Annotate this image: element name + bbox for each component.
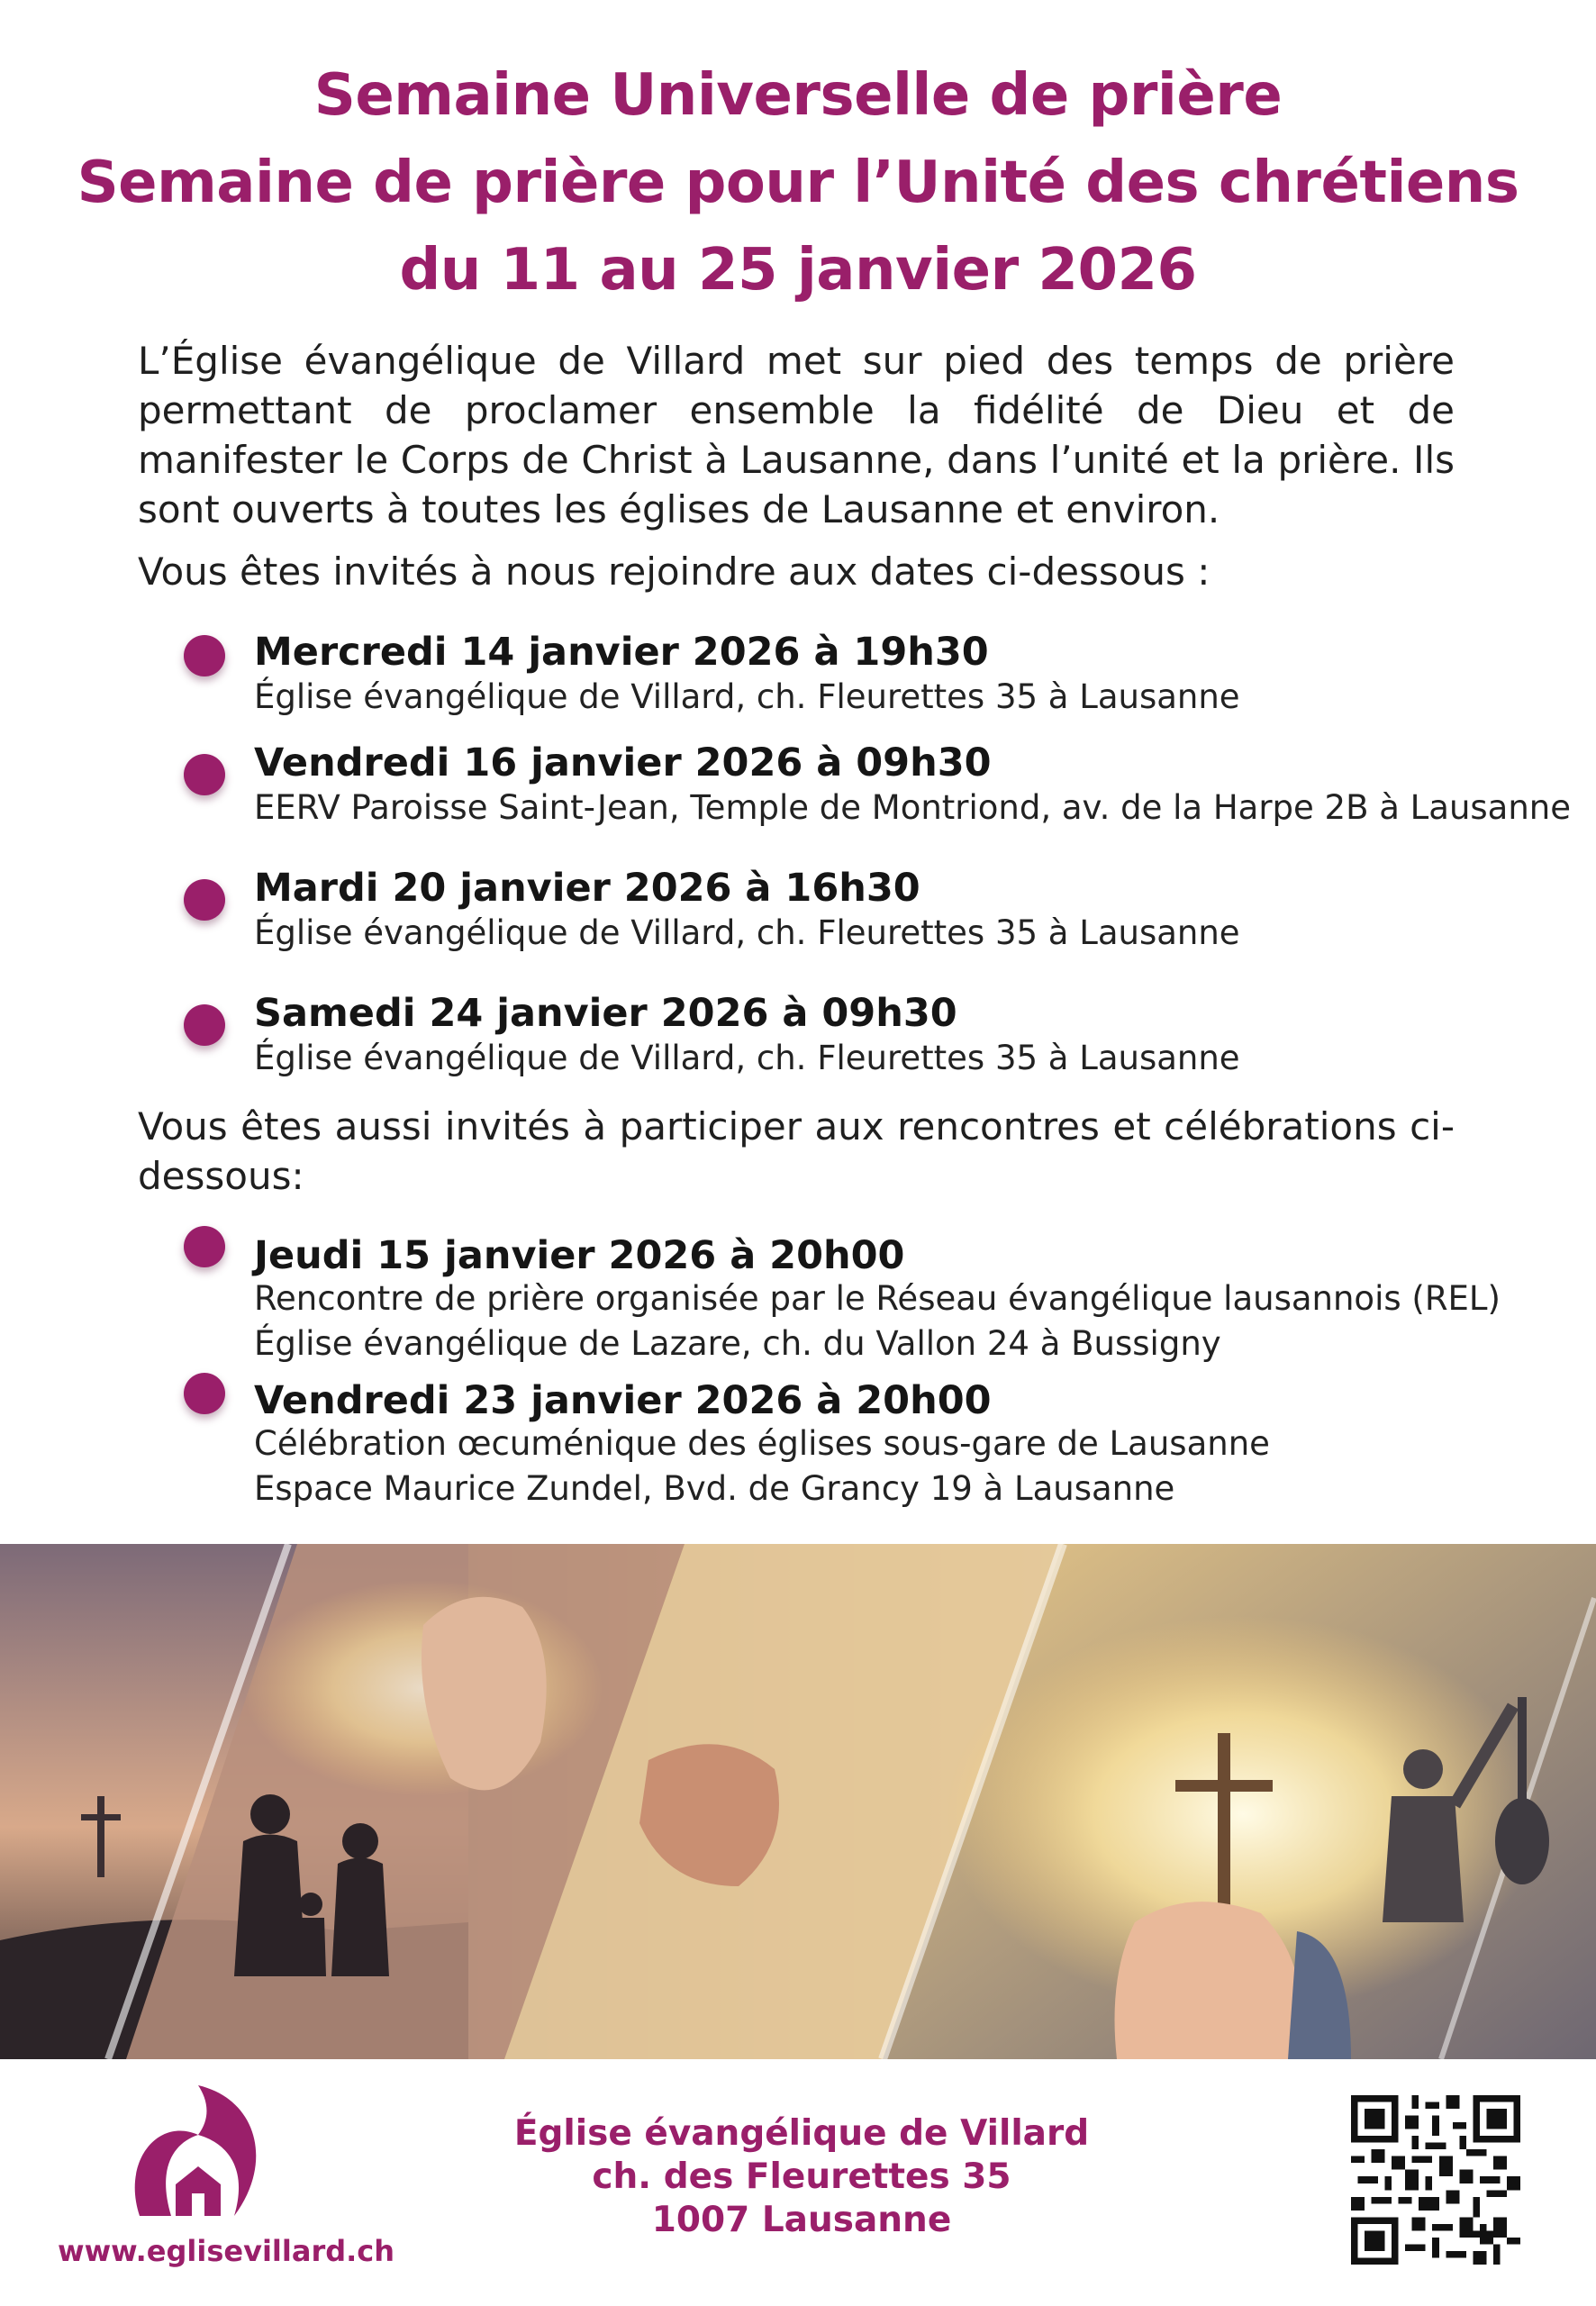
bullet-dot-icon [184,635,225,676]
event-location: Église évangélique de Villard, ch. Fleurettes 35 à Lausanne [254,1039,1240,1077]
event-location: Église évangélique de Lazare, ch. du Vallon 24 à Bussigny [254,1324,1221,1363]
bullet-dot-icon [184,1373,225,1414]
event-description: Célébration œcuménique des églises sous-gare de Lausanne [254,1424,1270,1463]
event-title: Mercredi 14 janvier 2026 à 19h30 [254,630,989,675]
event-location: EERV Paroisse Saint-Jean, Temple de Montriond, av. de la Harpe 2B à Lausanne [254,788,1572,827]
qr-code-icon[interactable] [1351,2095,1520,2265]
event-location: Espace Maurice Zundel, Bvd. de Grancy 19 à Lausanne [254,1469,1175,1508]
bullet-dot-icon [184,1226,225,1267]
event-title: Mardi 20 janvier 2026 à 16h30 [254,866,920,911]
title-line-1: Semaine Universelle de prière [313,62,1283,129]
event-title: Vendredi 23 janvier 2026 à 20h00 [254,1378,992,1423]
prayer-photo-banner [0,1544,1596,2059]
event-title: Vendredi 16 janvier 2026 à 09h30 [254,740,992,785]
page-title [0,52,1596,314]
website-link[interactable]: www.eglisevillard.ch [58,2234,395,2268]
bullet-dot-icon [184,1004,225,1046]
bullet-dot-icon [184,879,225,921]
event-location: Église évangélique de Villard, ch. Fleurettes 35 à Lausanne [254,913,1240,952]
event-location: Église évangélique de Villard, ch. Fleurettes 35 à Lausanne [254,677,1240,716]
prayer-collage-illustration [0,1544,1596,2059]
event-description: Rencontre de prière organisée par le Réseau évangélique lausannois (REL) [254,1279,1501,1318]
footer-city: 1007 Lausanne [651,2200,952,2240]
event-title: Samedi 24 janvier 2026 à 09h30 [254,991,957,1036]
title-line-3: du 11 au 25 janvier 2026 [399,237,1197,304]
church-flame-logo-icon [122,2081,275,2225]
event-title: Jeudi 15 janvier 2026 à 20h00 [254,1233,905,1278]
title-line-2: Semaine de prière pour l’Unité des chrétiens [77,150,1519,216]
footer-church-name: Église évangélique de Villard [513,2113,1090,2154]
invite-text-2: Vous êtes aussi invités à participer aux rencontres et célébrations ci-dessous: [138,1104,1455,1198]
bullet-dot-icon [184,754,225,795]
footer-address: ch. des Fleurettes 35 [592,2156,1011,2197]
invite-text-1: Vous êtes invités à nous rejoindre aux dates ci-dessous : [138,549,1211,594]
intro-paragraph: L’Église évangélique de Villard met sur pied des temps de prière permettant de proclamer ensemble la fidélité de Dieu et de manifester le Corps de Christ à Lausanne, dans l’unité et la prière. Ils sont ouverts à toutes les églises de Lausanne et environ. [138,339,1455,531]
